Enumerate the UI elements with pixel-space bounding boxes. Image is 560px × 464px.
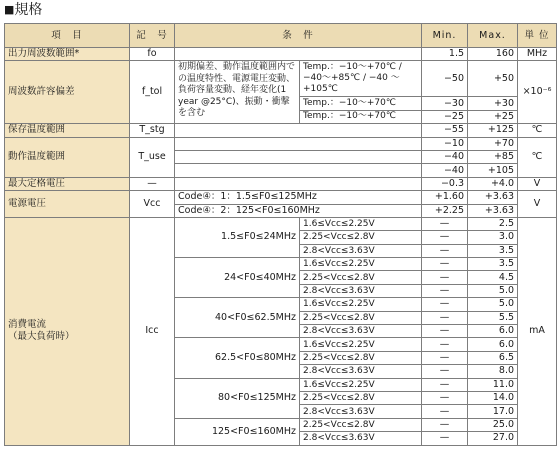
header-conditions: 条 件	[175, 24, 422, 48]
frequency-range-cell: 1.5≤F0≤24MHz	[175, 217, 300, 257]
min-cell: —	[422, 391, 468, 404]
frequency-range-cell: 125<F0≤160MHz	[175, 418, 300, 445]
min-cell: −30	[422, 97, 468, 110]
min-cell: −10	[422, 137, 468, 150]
item-label: 周波数許容偏差	[5, 61, 130, 124]
vcc-condition-cell: 2.8<Vcc≤3.63V	[300, 244, 422, 257]
vcc-condition-cell: 2.8<Vcc≤3.63V	[300, 432, 422, 445]
max-cell: +4.0	[468, 177, 518, 190]
min-cell: 1.5	[422, 48, 468, 61]
vcc-condition-cell: 1.6≤Vcc≤2.25V	[300, 217, 422, 230]
min-cell: —	[422, 418, 468, 431]
condition-cell: Code④：1：1.5≤F0≤125MHz	[175, 191, 422, 204]
condition-cell	[175, 150, 422, 163]
item-label: 電源電圧	[5, 191, 130, 218]
max-cell: 6.5	[468, 351, 518, 364]
min-cell: −50	[422, 61, 468, 97]
unit-cell: MHz	[518, 48, 557, 61]
min-cell: —	[422, 298, 468, 311]
row-output-frequency	[5, 48, 557, 61]
max-cell: +70	[468, 137, 518, 150]
symbol-cell: T_use	[130, 137, 175, 177]
max-cell: 6.0	[468, 325, 518, 338]
symbol-cell: fo	[130, 48, 175, 61]
row-storage-temperature	[5, 124, 557, 137]
min-cell: +2.25	[422, 204, 468, 217]
frequency-range-cell: 24<F0≤40MHz	[175, 258, 300, 298]
current-consumption-body	[5, 217, 557, 445]
condition-cell	[175, 177, 422, 190]
min-cell: −40	[422, 150, 468, 163]
max-cell: 8.0	[468, 365, 518, 378]
vcc-condition-cell: 1.6≤Vcc≤2.25V	[300, 338, 422, 351]
symbol-cell: f_tol	[130, 61, 175, 124]
item-label: 保存温度範囲	[5, 124, 130, 137]
symbol-cell: —	[130, 177, 175, 190]
header-row	[5, 24, 557, 48]
header-item: 項 目	[5, 24, 130, 48]
max-cell: 5.5	[468, 311, 518, 324]
header-max: Max.	[468, 24, 518, 48]
header-unit: 単 位	[518, 24, 557, 48]
min-cell: —	[422, 244, 468, 257]
max-cell: 14.0	[468, 391, 518, 404]
item-label-line2: （最大負荷時）	[8, 331, 75, 343]
min-cell: −0.3	[422, 177, 468, 190]
vcc-condition-cell: 2.25<Vcc≤2.8V	[300, 311, 422, 324]
min-cell: −55	[422, 124, 468, 137]
item-label	[5, 217, 130, 445]
condition-cell: Code④：2：125<F0≤160MHz	[175, 204, 422, 217]
vcc-condition-cell: 2.8<Vcc≤3.63V	[300, 284, 422, 297]
condition-cell	[175, 164, 422, 177]
max-cell: 3.0	[468, 231, 518, 244]
symbol-cell: Icc	[130, 217, 175, 445]
max-cell: 17.0	[468, 405, 518, 418]
min-cell: —	[422, 365, 468, 378]
vcc-condition-cell: 2.8<Vcc≤3.63V	[300, 365, 422, 378]
max-cell: 2.5	[468, 217, 518, 230]
max-cell: 5.0	[468, 298, 518, 311]
vcc-condition-cell: 2.25<Vcc≤2.8V	[300, 351, 422, 364]
unit-cell: V	[518, 177, 557, 190]
item-label: 出力周波数範囲*	[5, 48, 130, 61]
vcc-condition-cell: 2.25<Vcc≤2.8V	[300, 231, 422, 244]
temp-condition-cell: Temp.：−10〜+70℃ / −40〜+85℃ / −40 〜 +105℃	[300, 61, 422, 97]
vcc-condition-cell: 2.25<Vcc≤2.8V	[300, 391, 422, 404]
min-cell: —	[422, 284, 468, 297]
max-cell: +25	[468, 110, 518, 123]
min-cell: −40	[422, 164, 468, 177]
unit-cell: ℃	[518, 124, 557, 137]
item-label: 動作温度範囲	[5, 137, 130, 177]
vcc-condition-cell: 2.25<Vcc≤2.8V	[300, 418, 422, 431]
max-cell: +85	[468, 150, 518, 163]
condition-cell	[175, 137, 422, 150]
row-absolute-max-voltage	[5, 177, 557, 190]
vcc-condition-cell: 1.6≤Vcc≤2.25V	[300, 258, 422, 271]
vcc-condition-cell: 2.25<Vcc≤2.8V	[300, 271, 422, 284]
max-cell: +50	[468, 61, 518, 97]
max-cell: +3.63	[468, 204, 518, 217]
max-cell: 6.0	[468, 338, 518, 351]
condition-cell	[175, 124, 422, 137]
max-cell: +3.63	[468, 191, 518, 204]
max-cell: 4.5	[468, 271, 518, 284]
unit-cell: ℃	[518, 137, 557, 177]
spec-table	[4, 23, 557, 446]
header-min: Min.	[422, 24, 468, 48]
row-frequency-tolerance	[5, 61, 557, 97]
min-cell: —	[422, 271, 468, 284]
row-supply-voltage	[5, 191, 557, 204]
min-cell: —	[422, 351, 468, 364]
unit-cell: ×10⁻⁶	[518, 61, 557, 124]
frequency-range-cell: 40<F0≤62.5MHz	[175, 298, 300, 338]
min-cell: +1.60	[422, 191, 468, 204]
row-operating-temperature	[5, 137, 557, 150]
square-bullet-icon: ■	[4, 3, 15, 16]
item-label-line1: 消費電流	[8, 319, 47, 331]
section-title: 規格	[14, 2, 43, 18]
vcc-condition-cell: 2.8<Vcc≤3.63V	[300, 325, 422, 338]
min-cell: −25	[422, 110, 468, 123]
min-cell: —	[422, 311, 468, 324]
max-cell: 3.5	[468, 258, 518, 271]
temp-condition-cell: Temp.：−10〜+70℃	[300, 97, 422, 110]
temp-condition-cell: Temp.：−10〜+70℃	[300, 110, 422, 123]
condition-cell: 初期偏差、動作温度範囲内での温度特性、電源電圧変動、負荷容量変動、経年変化(1 year @25°C)、振動・衝撃を含む	[175, 61, 300, 124]
max-cell: 27.0	[468, 432, 518, 445]
unit-cell: mA	[518, 217, 557, 445]
max-cell: 25.0	[468, 418, 518, 431]
min-cell: —	[422, 258, 468, 271]
min-cell: —	[422, 378, 468, 391]
condition-cell	[175, 48, 422, 61]
vcc-condition-cell: 1.6≤Vcc≤2.25V	[300, 298, 422, 311]
min-cell: —	[422, 325, 468, 338]
max-cell: 5.0	[468, 284, 518, 297]
min-cell: —	[422, 217, 468, 230]
unit-cell: V	[518, 191, 557, 218]
max-cell: 3.5	[468, 244, 518, 257]
max-cell: 160	[468, 48, 518, 61]
min-cell: —	[422, 432, 468, 445]
frequency-range-cell: 80<F0≤125MHz	[175, 378, 300, 418]
min-cell: —	[422, 405, 468, 418]
max-cell: +105	[468, 164, 518, 177]
min-cell: —	[422, 231, 468, 244]
vcc-condition-cell: 1.6≤Vcc≤2.25V	[300, 378, 422, 391]
row-current-consumption	[5, 217, 557, 230]
min-cell: —	[422, 338, 468, 351]
frequency-range-cell: 62.5<F0≤80MHz	[175, 338, 300, 378]
item-label: 最大定格電圧	[5, 177, 130, 190]
max-cell: 11.0	[468, 378, 518, 391]
symbol-cell: Vcc	[130, 191, 175, 218]
max-cell: +30	[468, 97, 518, 110]
header-symbol: 記 号	[130, 24, 175, 48]
max-cell: +125	[468, 124, 518, 137]
symbol-cell: T_stg	[130, 124, 175, 137]
section-heading	[4, 1, 42, 19]
vcc-condition-cell: 2.8<Vcc≤3.63V	[300, 405, 422, 418]
